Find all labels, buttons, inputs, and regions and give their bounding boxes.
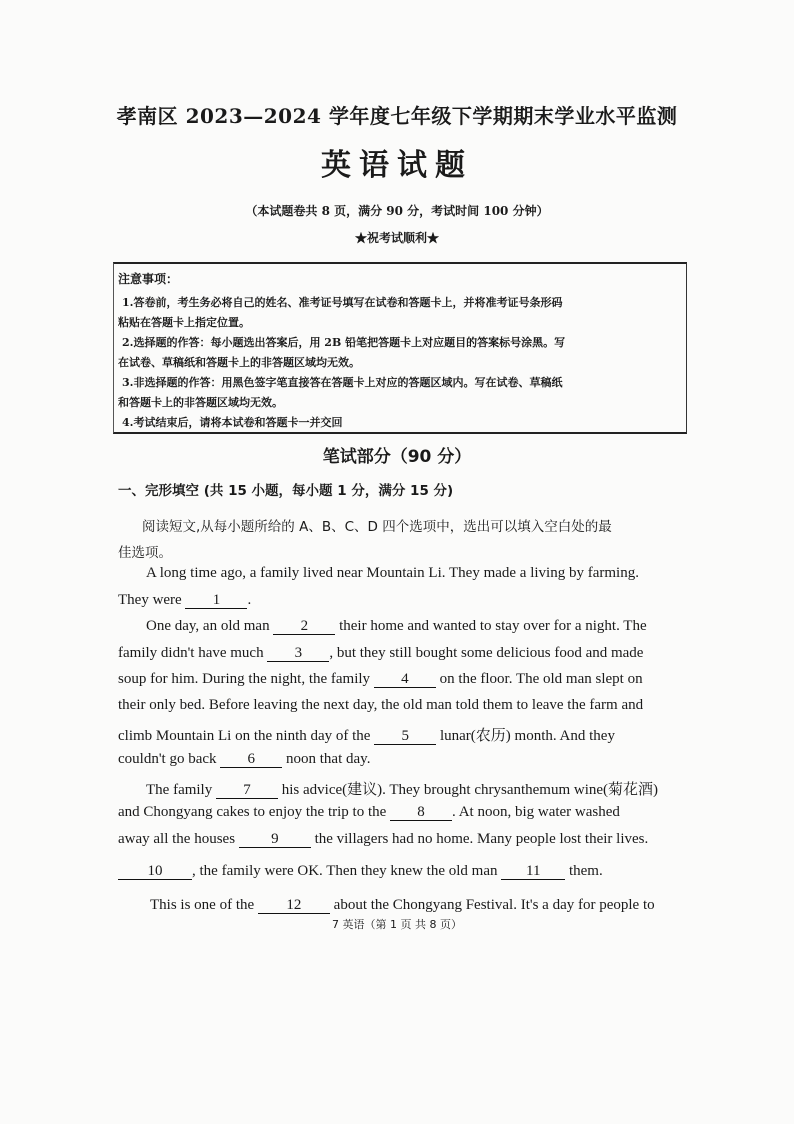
section-title: 笔试部分（90 分）	[322, 447, 472, 467]
blank-9: 9	[239, 832, 311, 848]
instruction-line: 阅读短文,从每小题所给的 A、B、C、D 四个选项中，选出可以填入空白处的最	[142, 519, 612, 535]
blank-10: 10	[118, 864, 192, 880]
page-footer: 7 英语（第 1 页 共 8 页）	[332, 918, 462, 931]
passage-line: their only bed. Before leaving the next day, the old man told them to leave the farm and	[118, 697, 644, 713]
passage-line	[118, 751, 370, 768]
passage-line	[146, 618, 647, 635]
notice-box	[113, 262, 687, 434]
good-luck-text: ★祝考试顺利★	[354, 231, 439, 245]
blank-2: 2	[273, 619, 335, 635]
exam-info: （本试题卷共 8 页，满分 90 分，考试时间 100 分钟）	[245, 204, 549, 218]
passage-text: their home and wanted to stay over for a night. The	[339, 618, 647, 634]
part-heading: 一、完形填空 (共 15 小题，每小题 1 分，满分 15 分)	[118, 483, 454, 499]
passage-text: .	[247, 592, 252, 608]
passage-line	[118, 671, 643, 688]
passage-line	[118, 645, 643, 662]
passage-line	[118, 831, 648, 848]
passage-text: the villagers had no home. Many people lost their lives.	[314, 831, 649, 847]
passage-text: climb Mountain Li on the ninth day of the	[118, 728, 371, 744]
passage-line	[150, 897, 655, 914]
blank-3: 3	[267, 646, 329, 662]
passage-line	[118, 804, 620, 821]
notice-line: 粘贴在答题卡上指定位置。	[118, 316, 250, 329]
passage-text: They were	[118, 592, 182, 608]
blank-8: 8	[390, 805, 452, 821]
blank-4: 4	[374, 672, 436, 688]
notice-line: 2.选择题的作答：每小题选出答案后，用 2B 铅笔把答题卡上对应题目的答案标号涂黑。写	[122, 336, 566, 349]
passage-text: them.	[568, 863, 603, 879]
notice-line: 在试卷、草稿纸和答题卡上的非答题区域均无效。	[118, 356, 360, 369]
passage-text: . At noon, big water washed	[452, 804, 620, 820]
blank-1: 1	[185, 593, 247, 609]
passage-text: noon that day.	[286, 751, 371, 767]
notice-title: 注意事项：	[118, 272, 179, 286]
passage-text: about the Chongyang Festival. It's a day for people to	[333, 897, 655, 913]
passage-text: on the floor. The old man slept on	[439, 671, 643, 687]
passage-text: soup for him. During the night, the family	[118, 671, 371, 687]
blank-6: 6	[220, 752, 282, 768]
notice-line: 3.非选择题的作答：用黑色签字笔直接答在答题卡上对应的答题区域内。写在试卷、草稿纸	[122, 376, 563, 389]
passage-text: , but they still bought some delicious food and made	[329, 645, 644, 661]
passage-line	[118, 724, 615, 745]
blank-7: 7	[216, 783, 278, 799]
subject-title: 英语试题	[321, 148, 473, 183]
passage-text: and Chongyang cakes to enjoy the trip to the	[118, 804, 387, 820]
instruction-line: 佳选项。	[118, 545, 172, 561]
exam-title: 孝南区 2023—2024 学年度七年级下学期期末学业水平监测	[116, 104, 678, 128]
passage-line: A long time ago, a family lived near Mountain Li. They made a living by farming.	[146, 565, 639, 581]
blank-12: 12	[258, 898, 330, 914]
passage-text: One day, an old man	[146, 618, 270, 634]
passage-text: his advice(建议). They brought chrysanthemum wine(菊花酒)	[281, 782, 659, 798]
notice-line: 4.考试结束后，请将本试卷和答题卡一并交回	[122, 416, 343, 429]
blank-5: 5	[374, 729, 436, 745]
notice-line: 和答题卡上的非答题区域均无效。	[118, 396, 283, 409]
passage-text: away all the houses	[118, 831, 236, 847]
notice-line: 1.答卷前，考生务必将自己的姓名、准考证号填写在试卷和答题卡上，并将准考证号条形码	[122, 296, 563, 309]
passage-text: The family	[146, 782, 213, 798]
passage-text: couldn't go back	[118, 751, 217, 767]
passage-line	[118, 592, 251, 609]
passage-text: lunar(农历) month. And they	[439, 728, 615, 744]
passage-line	[118, 863, 603, 880]
passage-text: , the family were OK. Then they knew the old man	[192, 863, 498, 879]
passage-line	[146, 778, 658, 799]
passage-text: This is one of the	[150, 897, 255, 913]
blank-11: 11	[501, 864, 565, 880]
passage-text: family didn't have much	[118, 645, 264, 661]
